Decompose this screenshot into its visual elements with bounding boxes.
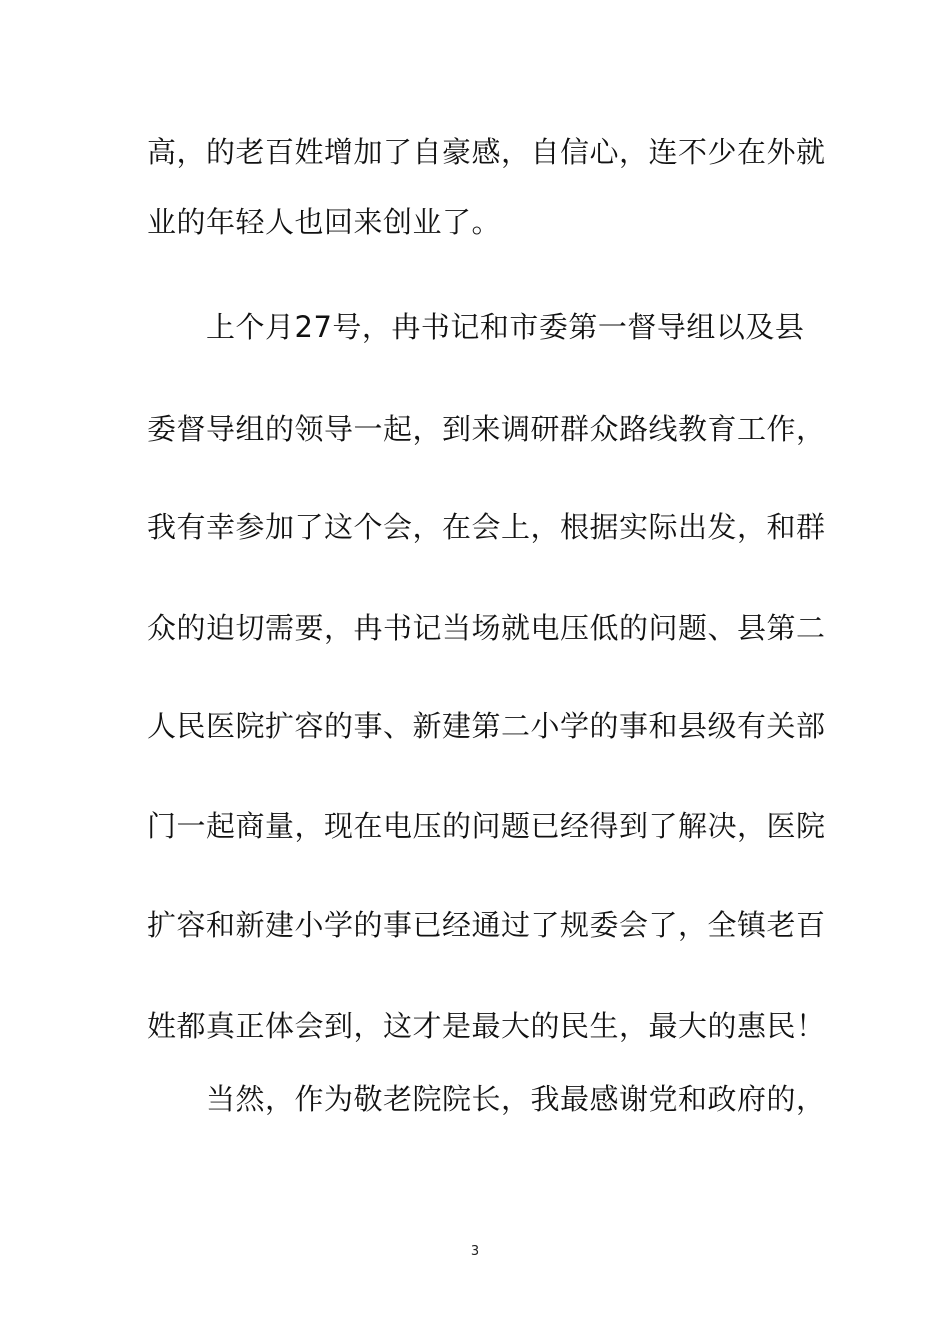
text-line-6: 众的迫切需要，冉书记当场就电压低的问题、县第二 bbox=[147, 611, 826, 645]
text-line-7: 人民医院扩容的事、新建第二小学的事和县级有关部 bbox=[147, 709, 826, 743]
text-line-5: 我有幸参加了这个会，在会上，根据实际出发，和群 bbox=[147, 510, 826, 544]
text-line-3: 上个月27号，冉书记和市委第一督导组以及县 bbox=[206, 310, 805, 344]
text-line-1: 高，的老百姓增加了自豪感，自信心，连不少在外就 bbox=[147, 135, 826, 169]
text-line-11: 当然，作为敬老院院长，我最感谢党和政府的， bbox=[206, 1082, 826, 1116]
text-line-2: 业的年轻人也回来创业了。 bbox=[147, 205, 502, 239]
text-line-9: 扩容和新建小学的事已经通过了规委会了，全镇老百 bbox=[147, 908, 826, 942]
text-line-8: 门一起商量，现在电压的问题已经得到了解决，医院 bbox=[147, 809, 826, 843]
text-line-10: 姓都真正体会到，这才是最大的民生，最大的惠民！ bbox=[147, 1009, 826, 1043]
text-line-4: 委督导组的领导一起，到来调研群众路线教育工作， bbox=[147, 412, 826, 446]
page-number: 3 bbox=[470, 1244, 480, 1259]
